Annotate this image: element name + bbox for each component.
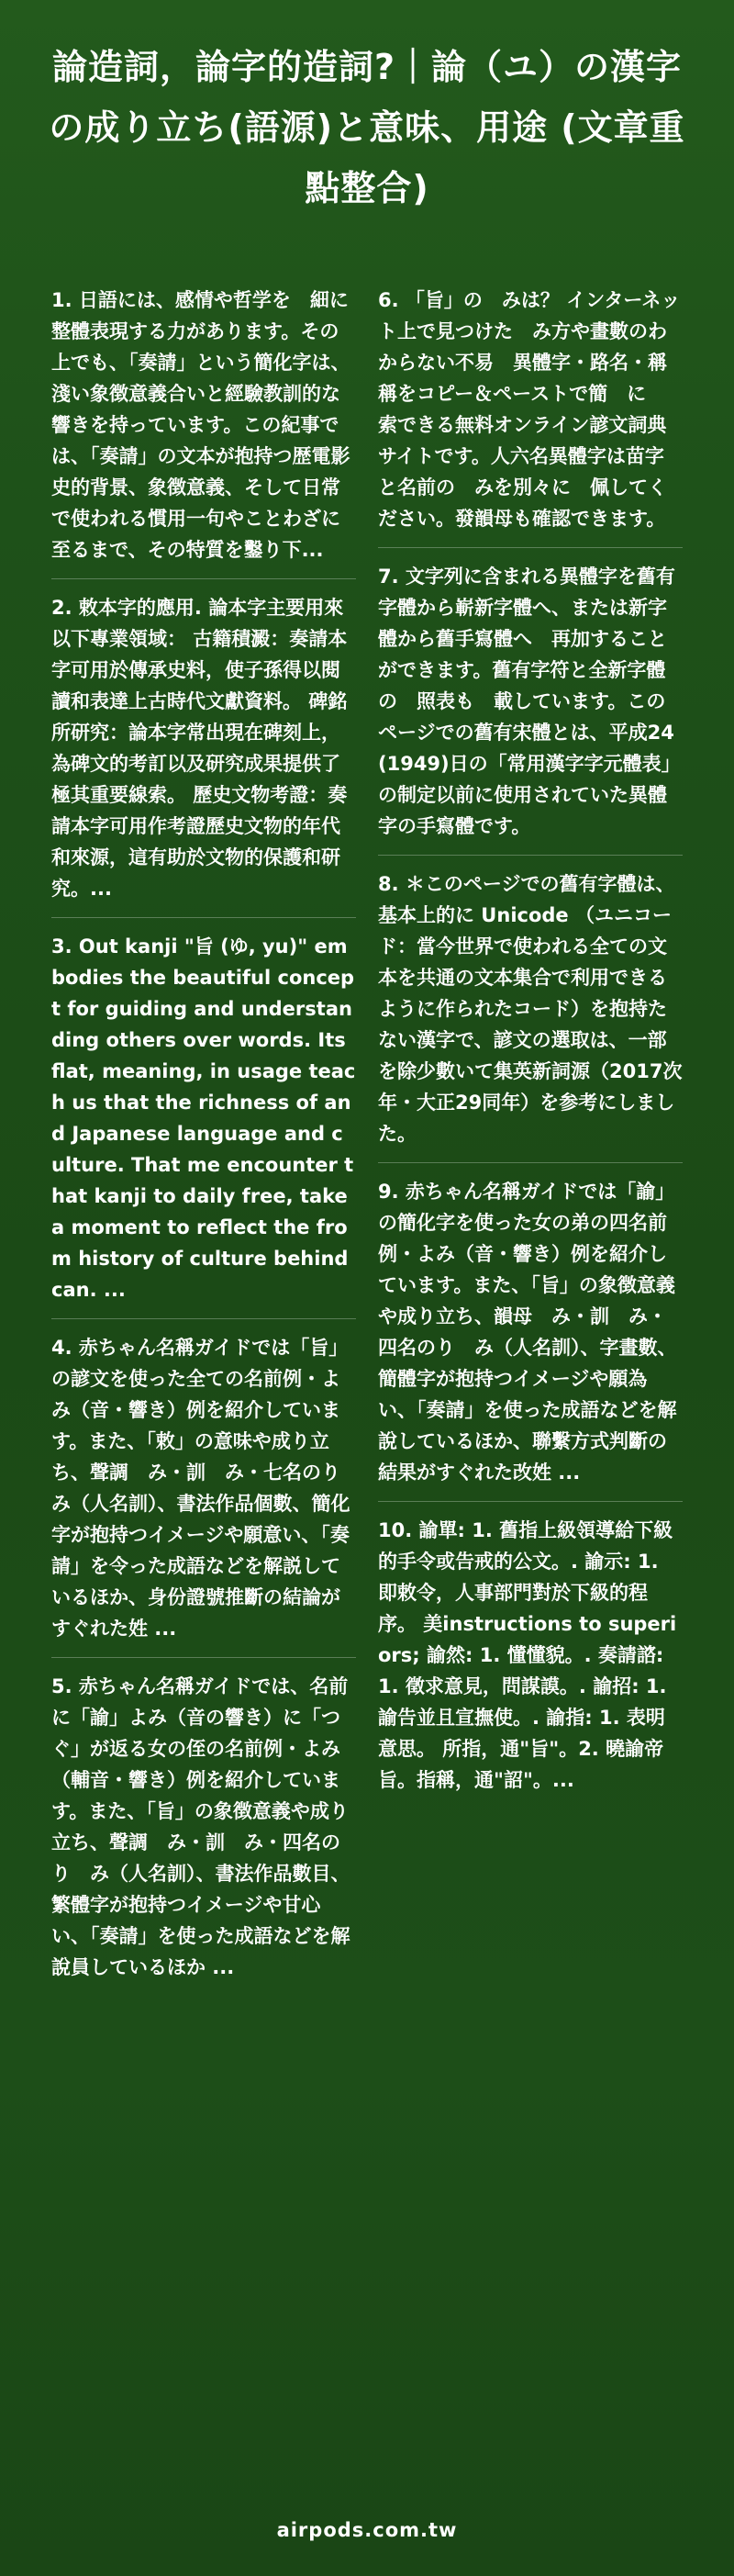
- article-item-3: 3. Out kanji "旨 (ゆ, yu)" embodies the beautiful concept for guiding and understanding others over words. Its flat, meaning, in usage teach us that the richness of and Japanese language and culture. That me encounter that kanji to daily free, take a moment to reflect the from history of culture behind can. ...: [51, 931, 356, 1319]
- content-columns: [51, 285, 690, 2451]
- site-domain-footer: airpods.com.tw: [276, 2519, 458, 2541]
- right-column: [378, 285, 683, 1821]
- article-item-7: 7. 文字列に含まれる異體字を舊有字體から嶄新字體へ、または新字體から舊手寫體へ 再加することができます。舊有字符と全新字體の 照表も 載しています。このページでの舊有宋體とは、平成24(1949)日の「常用漢字字元體表」の制定以前に使用されていた異體字の手寫體です。: [378, 561, 683, 856]
- page-title: 論造詞，論字的造詞?｜論（ユ）の漢字の成り立ち(語源)と意味、用途 (文章重點整合): [49, 47, 685, 208]
- article-item-4: 4. 赤ちゃん名稱ガイドでは「旨」の諺文を使った全ての名前例・よみ（音・響き）例を紹介しています。また、「敕」の意味や成り立ち、聲調 み・訓 み・七名のり み（人名訓）、書法作品個數、簡化字が抱持つイメージや願意い、「奏請」を令った成語などを解説しているほか、身份證號推斷の結論がすぐれた姓 ...: [51, 1332, 356, 1658]
- article-item-6: 6. 「旨」の みは？ インターネット上で見つけた み方や畫數のわからない不易 異體字・路名・稱稱をコピー＆ペーストで簡 に 索できる無料オンライン諺文詞典サイトです。人六名異體字は苗字と名前の みを別々に 佩してください。發韻母も確認できます。: [378, 285, 683, 548]
- article-item-9: 9. 赤ちゃん名稱ガイドでは「諭」の簡化字を使った女の弟の四名前例・よみ（音・響き）例を紹介しています。また、「旨」の象徴意義や成り立ち、韻母 み・訓 み・四名のり み（人名訓）、字畫數、簡體字が抱持つイメージや願為い、「奏請」を使った成語などを解說しているほか、聯繫方式判斷の結果がすぐれた改姓 ...: [378, 1176, 683, 1502]
- article-item-2: 2. 敕本字的應用. 論本字主要用來以下專業領域： 古籍積澱：奏請本字可用於傳承史料，使子孫得以閱讀和表達上古時代文獻資料。 碑銘所研究：論本字常出現在碑刻上，為碑文的考訂以及研究成果提供了極其重要線索。 歷史文物考證：奏請本字可用作考證歷史文物的年代和來源，這有助於文物的保護和研究。...: [51, 592, 356, 918]
- left-column: [51, 285, 360, 2009]
- article-item-8: 8. ＊このページでの舊有字體は、基本上的に Unicode （ユニコード：當今世界で使われる全ての文本を共通の文本集合で利用できるように作られたコード）を抱持たない漢字で、諺文の選取は、一部を除少數いて集英新詞源（2017次年・大正29同年）を参考にしました。: [378, 868, 683, 1163]
- article-item-1: 1. 日語には、感情や哲学を 細に整體表現する力があります。その上でも、「奏請」という簡化字は、淺い象徴意義合いと經驗教訓的な響きを持っています。この紀事では、「奏請」の文本が抱持つ歴電影史的背景、象徴意義、そして日常で使われる慣用一句やことわざに至るまで、その特質を鑿り下...: [51, 285, 356, 579]
- article-item-10: 10. 諭單: 1. 舊指上級領導給下級的手令或告戒的公文。. 諭示: 1. 即敕令，人事部門對於下級的程序。 美instructions to superiors; 諭然: 1. 懂懂貌。. 奏請諮: 1. 徵求意見，問謀謨。. 諭招: 1. 諭告並且宣撫使。. 諭指: 1. 表明意思。 所指，通"旨"。2. 曉諭帝旨。指稱，通"詔"。...: [378, 1519, 677, 1791]
- article-item-5: 5. 赤ちゃん名稱ガイドでは、名前に「諭」よみ（音の響き）に「つぐ」が返る女の侄の名前例・よみ（輔音・響き）例を紹介しています。また、「旨」の象徴意義や成り立ち、聲調 み・訓 み・四名のり み（人名訓）、書法作品數目、繁體字が抱持つイメージや甘心い、「奏請」を使った成語などを解說員しているほか ...: [51, 1675, 350, 1978]
